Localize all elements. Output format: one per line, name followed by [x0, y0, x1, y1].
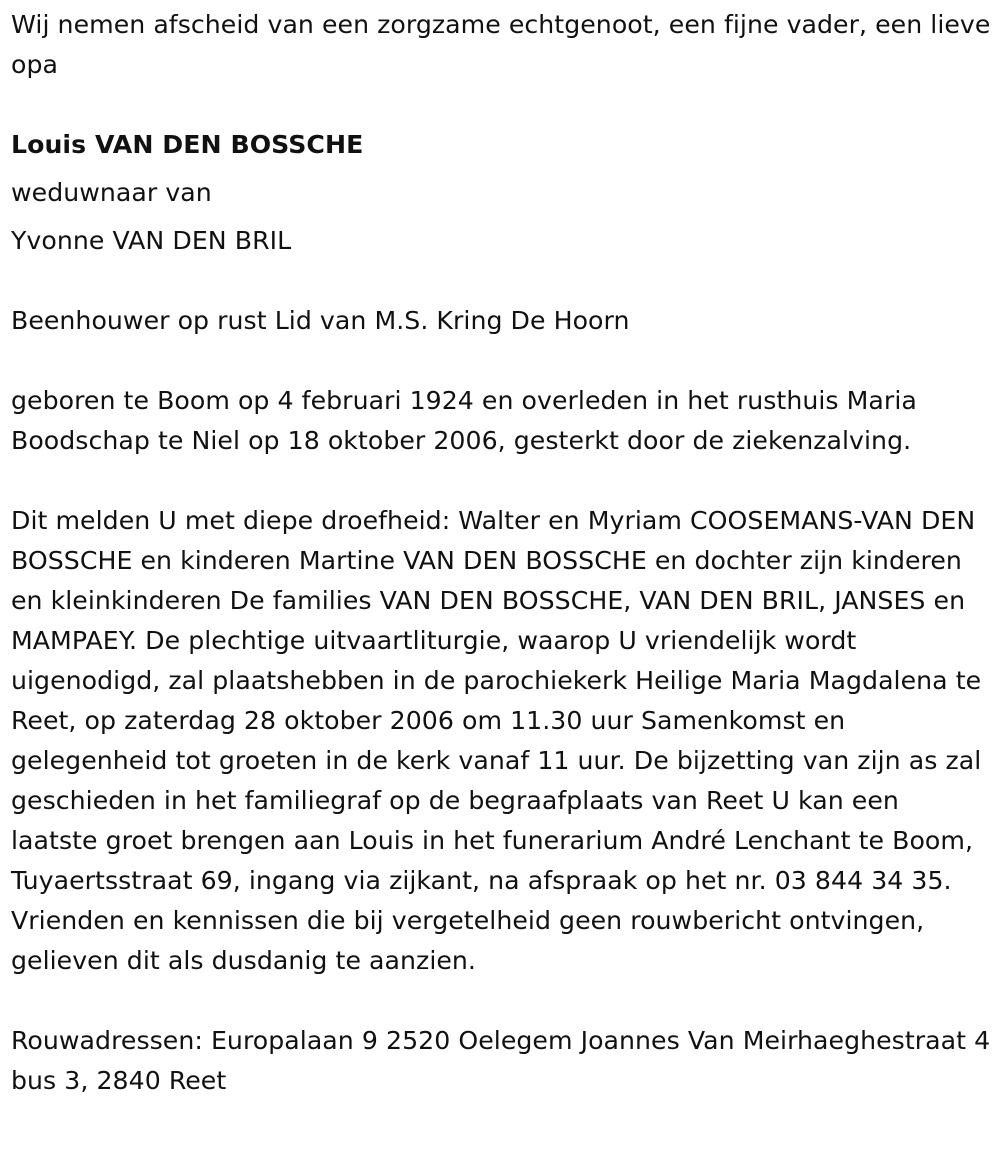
occupation-line: Beenhouwer op rust Lid van M.S. Kring De Hoorn	[11, 306, 630, 335]
deceased-name: Louis VAN DEN BOSSCHE	[11, 130, 364, 159]
announcement-paragraph: Dit melden U met diepe droefheid: Walter en Myriam COOSEMANS-VAN DEN BOSSCHE en kinderen Martine VAN DEN BOSSCHE en dochter zijn kinderen en kleinkinderen De families VAN DEN BOSSCHE, VAN DEN BRIL, JANSES en MAMPAEY. De plechtige uitvaartliturgie, waarop U vriendelijk wordt uigenodigd, zal plaatshebben in de parochiekerk Heilige Maria Magdalena te Reet, op zaterdag 28 oktober 2006 om 11.30 uur Samenkomst en gelegenheid tot groeten in de kerk vanaf 11 uur. De bijzetting van zijn as zal geschieden in het familiegraf op de begraafplaats van Reet U kan een laatste groet brengen aan Louis in het funerarium André Lenchant te Boom, Tuyaertsstraat 69, ingang via zijkant, na afspraak op het nr. 03 844 34 35. Vrienden en kennissen die bij vergetelheid geen rouwbericht ontvingen, gelieven dit als dusdanig te aanzien.	[11, 506, 982, 975]
intro-paragraph: Wij nemen afscheid van een zorgzame echtgenoot, een fijne vader, een lieve opa	[11, 10, 991, 79]
birth-death-paragraph: geboren te Boom op 4 februari 1924 en overleden in het rusthuis Maria Boodschap te Niel op 18 oktober 2006, gesterkt door de ziekenzalving.	[11, 386, 917, 455]
relation-label: weduwnaar van	[11, 178, 212, 207]
spouse-name: Yvonne VAN DEN BRIL	[11, 226, 292, 255]
mourning-addresses: Rouwadressen: Europalaan 9 2520 Oelegem Joannes Van Meirhaeghestraat 4 bus 3, 2840 Reet	[11, 1026, 991, 1095]
obituary-notice	[11, 5, 993, 1101]
